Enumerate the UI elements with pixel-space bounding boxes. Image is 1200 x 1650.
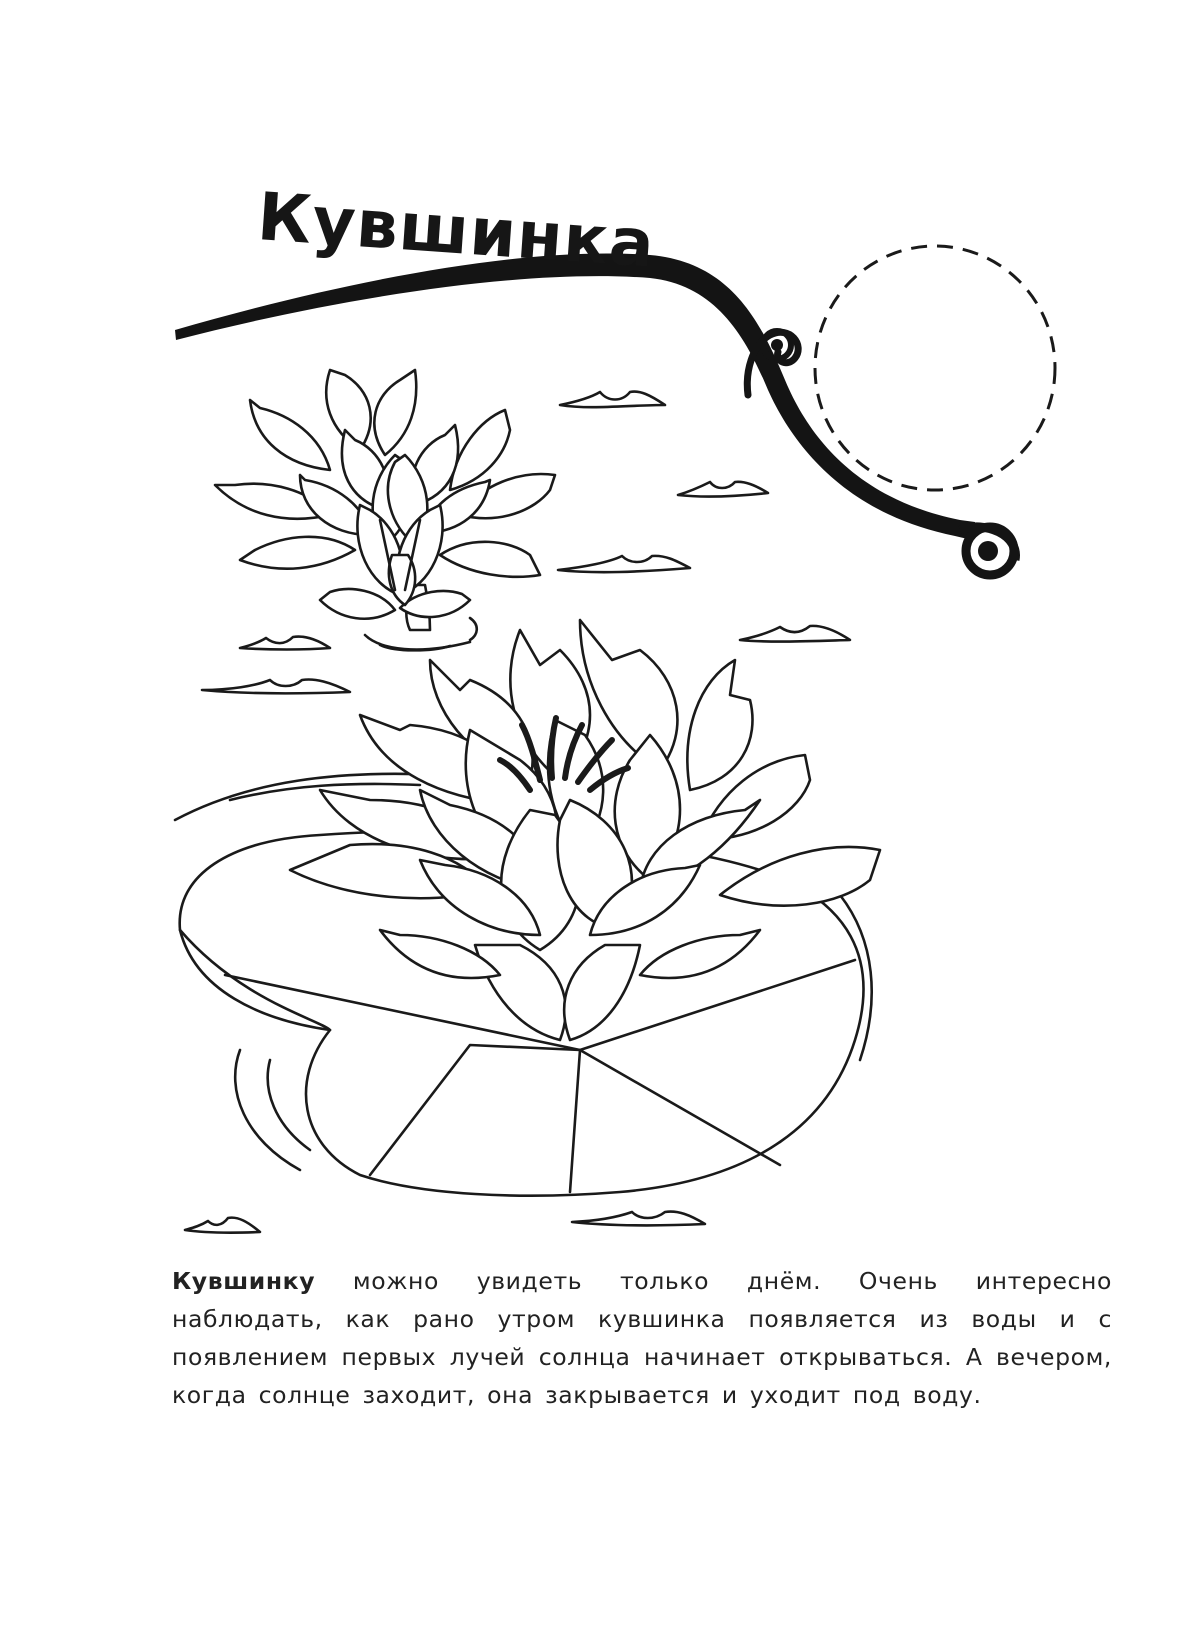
description-bold-word: Кувшинку: [172, 1267, 316, 1295]
page-title: Кувшинка: [255, 178, 658, 283]
small-water-lily-flower: [215, 370, 555, 630]
description-text: можно увидеть только днём. Очень интересно наблюдать, как рано утром кувшинка появляется из воды и с появлением первых лучей солнца начинает открываться. А вечером, когда солнце заходит, она закрывается и уходит под воду.: [172, 1267, 1112, 1409]
description-paragraph: [172, 1262, 1112, 1414]
